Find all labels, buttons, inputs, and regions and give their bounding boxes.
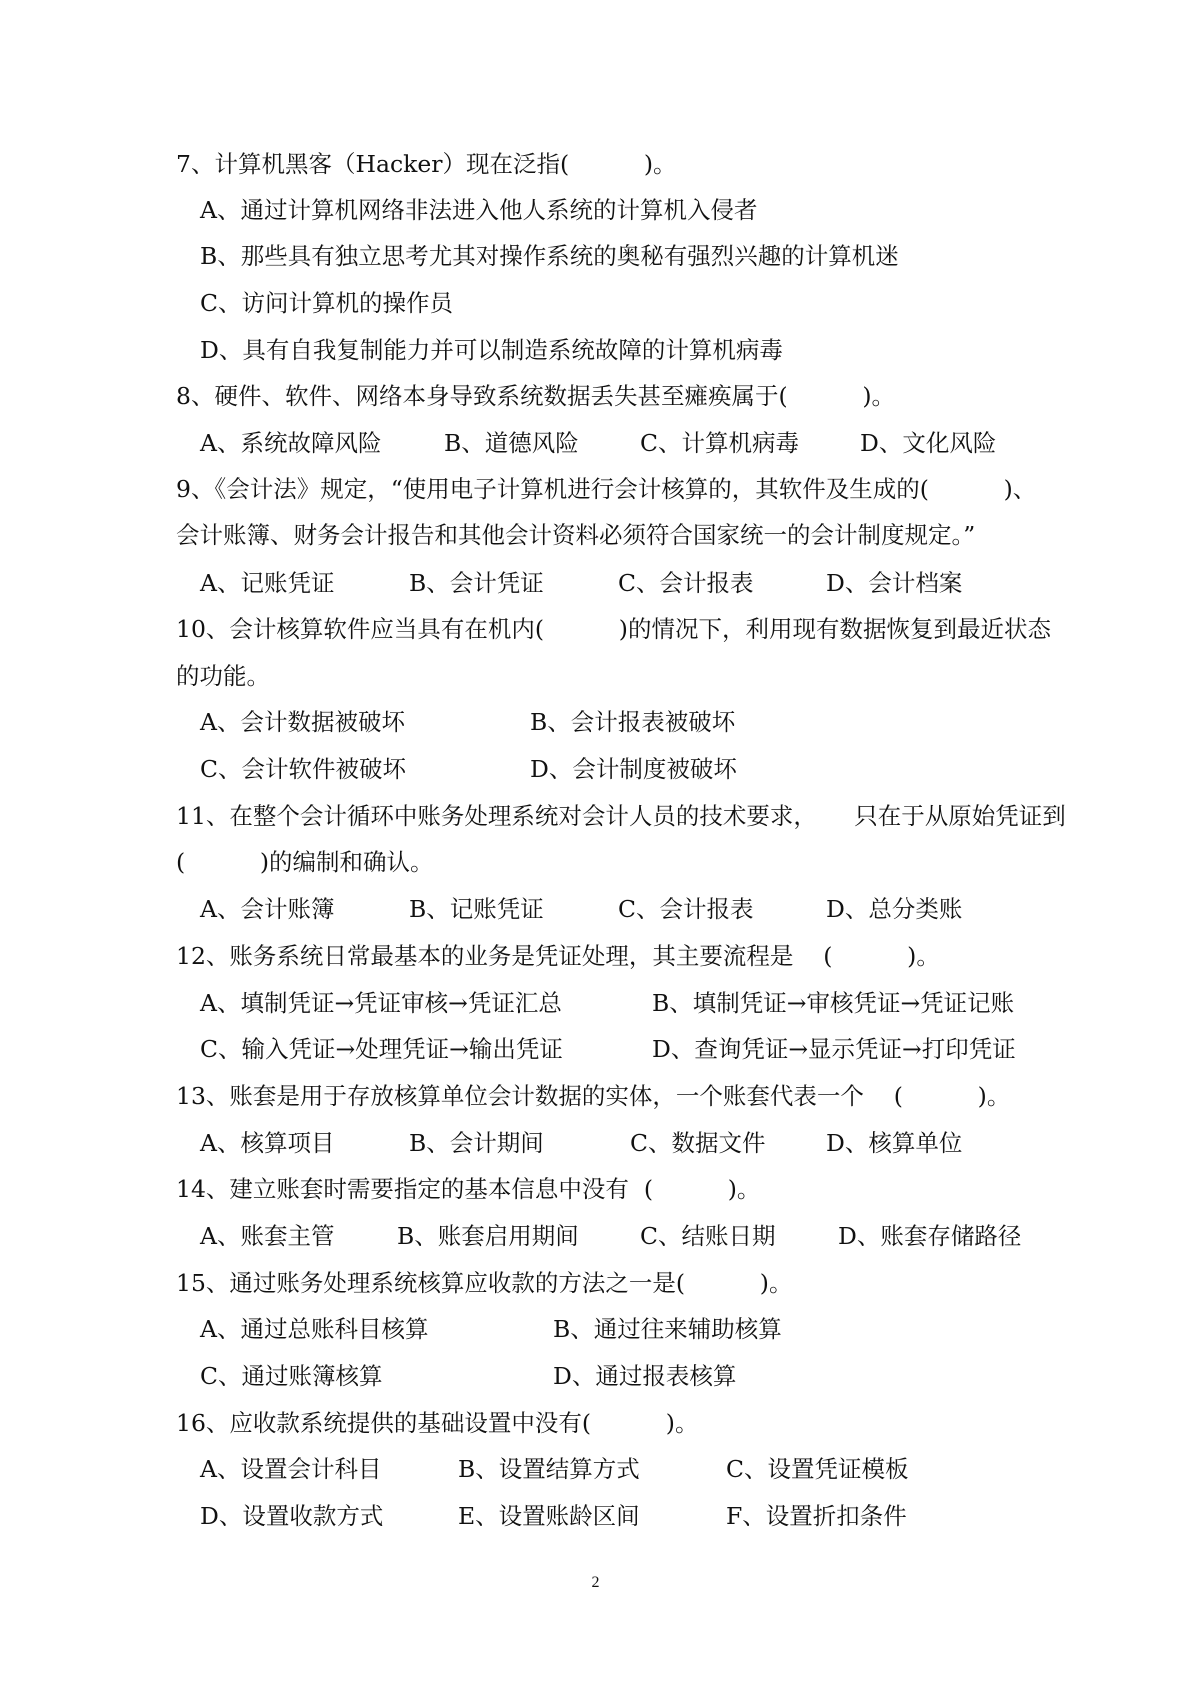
question-10-stem-line2: 的功能。 — [176, 662, 270, 690]
q9-option-a: A、记账凭证 — [200, 569, 335, 597]
q12-option-b: B、填制凭证→审核凭证→凭证记账 — [652, 989, 1015, 1017]
q10-option-d: D、会计制度被破坏 — [530, 755, 737, 783]
question-9-stem-line2: 会计账簿、财务会计报告和其他会计资料必须符合国家统一的会计制度规定。” — [176, 521, 976, 549]
question-7-stem: 7、计算机黑客（Hacker）现在泛指( )。 — [176, 150, 677, 178]
page-number: 2 — [591, 1574, 600, 1591]
q15-option-a: A、通过总账科目核算 — [200, 1315, 429, 1343]
q11-option-b: B、记账凭证 — [409, 895, 544, 923]
q14-option-a: A、账套主管 — [200, 1222, 335, 1250]
q8-option-d: D、文化风险 — [860, 429, 997, 457]
q7-option-b: B、那些具有独立思考尤其对操作系统的奥秘有强烈兴趣的计算机迷 — [200, 242, 899, 270]
question-11-stem-line1: 11、在整个会计循环中账务处理系统对会计人员的技术要求， 只在于从原始凭证到 — [176, 802, 1066, 830]
q13-option-c: C、数据文件 — [630, 1129, 766, 1157]
q16-option-f: F、设置折扣条件 — [726, 1502, 907, 1530]
q10-option-c: C、会计软件被破坏 — [200, 755, 406, 783]
q13-option-a: A、核算项目 — [200, 1129, 335, 1157]
q16-option-d: D、设置收款方式 — [200, 1502, 384, 1530]
question-15-stem: 15、通过账务处理系统核算应收款的方法之一是( )。 — [176, 1269, 793, 1297]
q14-option-c: C、结账日期 — [640, 1222, 776, 1250]
q11-option-c: C、会计报表 — [618, 895, 754, 923]
q16-option-a: A、设置会计科目 — [200, 1455, 382, 1483]
q7-option-d: D、具有自我复制能力并可以制造系统故障的计算机病毒 — [200, 336, 783, 364]
q8-option-b: B、道德风险 — [444, 429, 579, 457]
q12-option-d: D、查询凭证→显示凭证→打印凭证 — [652, 1035, 1016, 1063]
q10-option-b: B、会计报表被破坏 — [530, 708, 736, 736]
q13-option-d: D、核算单位 — [826, 1129, 963, 1157]
question-14-stem: 14、建立账套时需要指定的基本信息中没有 ( )。 — [176, 1175, 761, 1203]
q11-option-d: D、总分类账 — [826, 895, 963, 923]
q16-option-e: E、设置账龄区间 — [458, 1502, 640, 1530]
q12-option-c: C、输入凭证→处理凭证→输出凭证 — [200, 1035, 563, 1063]
q8-option-c: C、计算机病毒 — [640, 429, 799, 457]
q15-option-d: D、通过报表核算 — [553, 1362, 737, 1390]
question-8-stem: 8、硬件、软件、网络本身导致系统数据丢失甚至瘫痪属于( )。 — [176, 382, 895, 410]
q12-option-a: A、填制凭证→凭证审核→凭证汇总 — [200, 989, 562, 1017]
question-16-stem: 16、应收款系统提供的基础设置中没有( )。 — [176, 1409, 699, 1437]
question-10-stem-line1: 10、会计核算软件应当具有在机内( )的情况下，利用现有数据恢复到最近状态 — [176, 615, 1051, 643]
q9-option-c: C、会计报表 — [618, 569, 754, 597]
q15-option-c: C、通过账簿核算 — [200, 1362, 383, 1390]
q10-option-a: A、会计数据被破坏 — [200, 708, 405, 736]
q14-option-b: B、账套启用期间 — [397, 1222, 579, 1250]
q8-option-a: A、系统故障风险 — [200, 429, 382, 457]
q7-option-c: C、访问计算机的操作员 — [200, 289, 453, 317]
q15-option-b: B、通过往来辅助核算 — [553, 1315, 782, 1343]
q14-option-d: D、账套存储路径 — [838, 1222, 1022, 1250]
q16-option-b: B、设置结算方式 — [458, 1455, 640, 1483]
question-9-stem-line1: 9、《会计法》规定，“使用电子计算机进行会计核算的，其软件及生成的( )、 — [176, 475, 1037, 503]
q9-option-d: D、会计档案 — [826, 569, 963, 597]
question-13-stem: 13、账套是用于存放核算单位会计数据的实体，一个账套代表一个 ( )。 — [176, 1082, 1011, 1110]
question-11-stem-line2: ( )的编制和确认。 — [176, 848, 434, 876]
q11-option-a: A、会计账簿 — [200, 895, 335, 923]
question-12-stem: 12、账务系统日常最基本的业务是凭证处理，其主要流程是 ( )。 — [176, 942, 940, 970]
q7-option-a: A、通过计算机网络非法进入他人系统的计算机入侵者 — [200, 196, 758, 224]
q9-option-b: B、会计凭证 — [409, 569, 544, 597]
q16-option-c: C、设置凭证模板 — [726, 1455, 909, 1483]
q13-option-b: B、会计期间 — [409, 1129, 544, 1157]
